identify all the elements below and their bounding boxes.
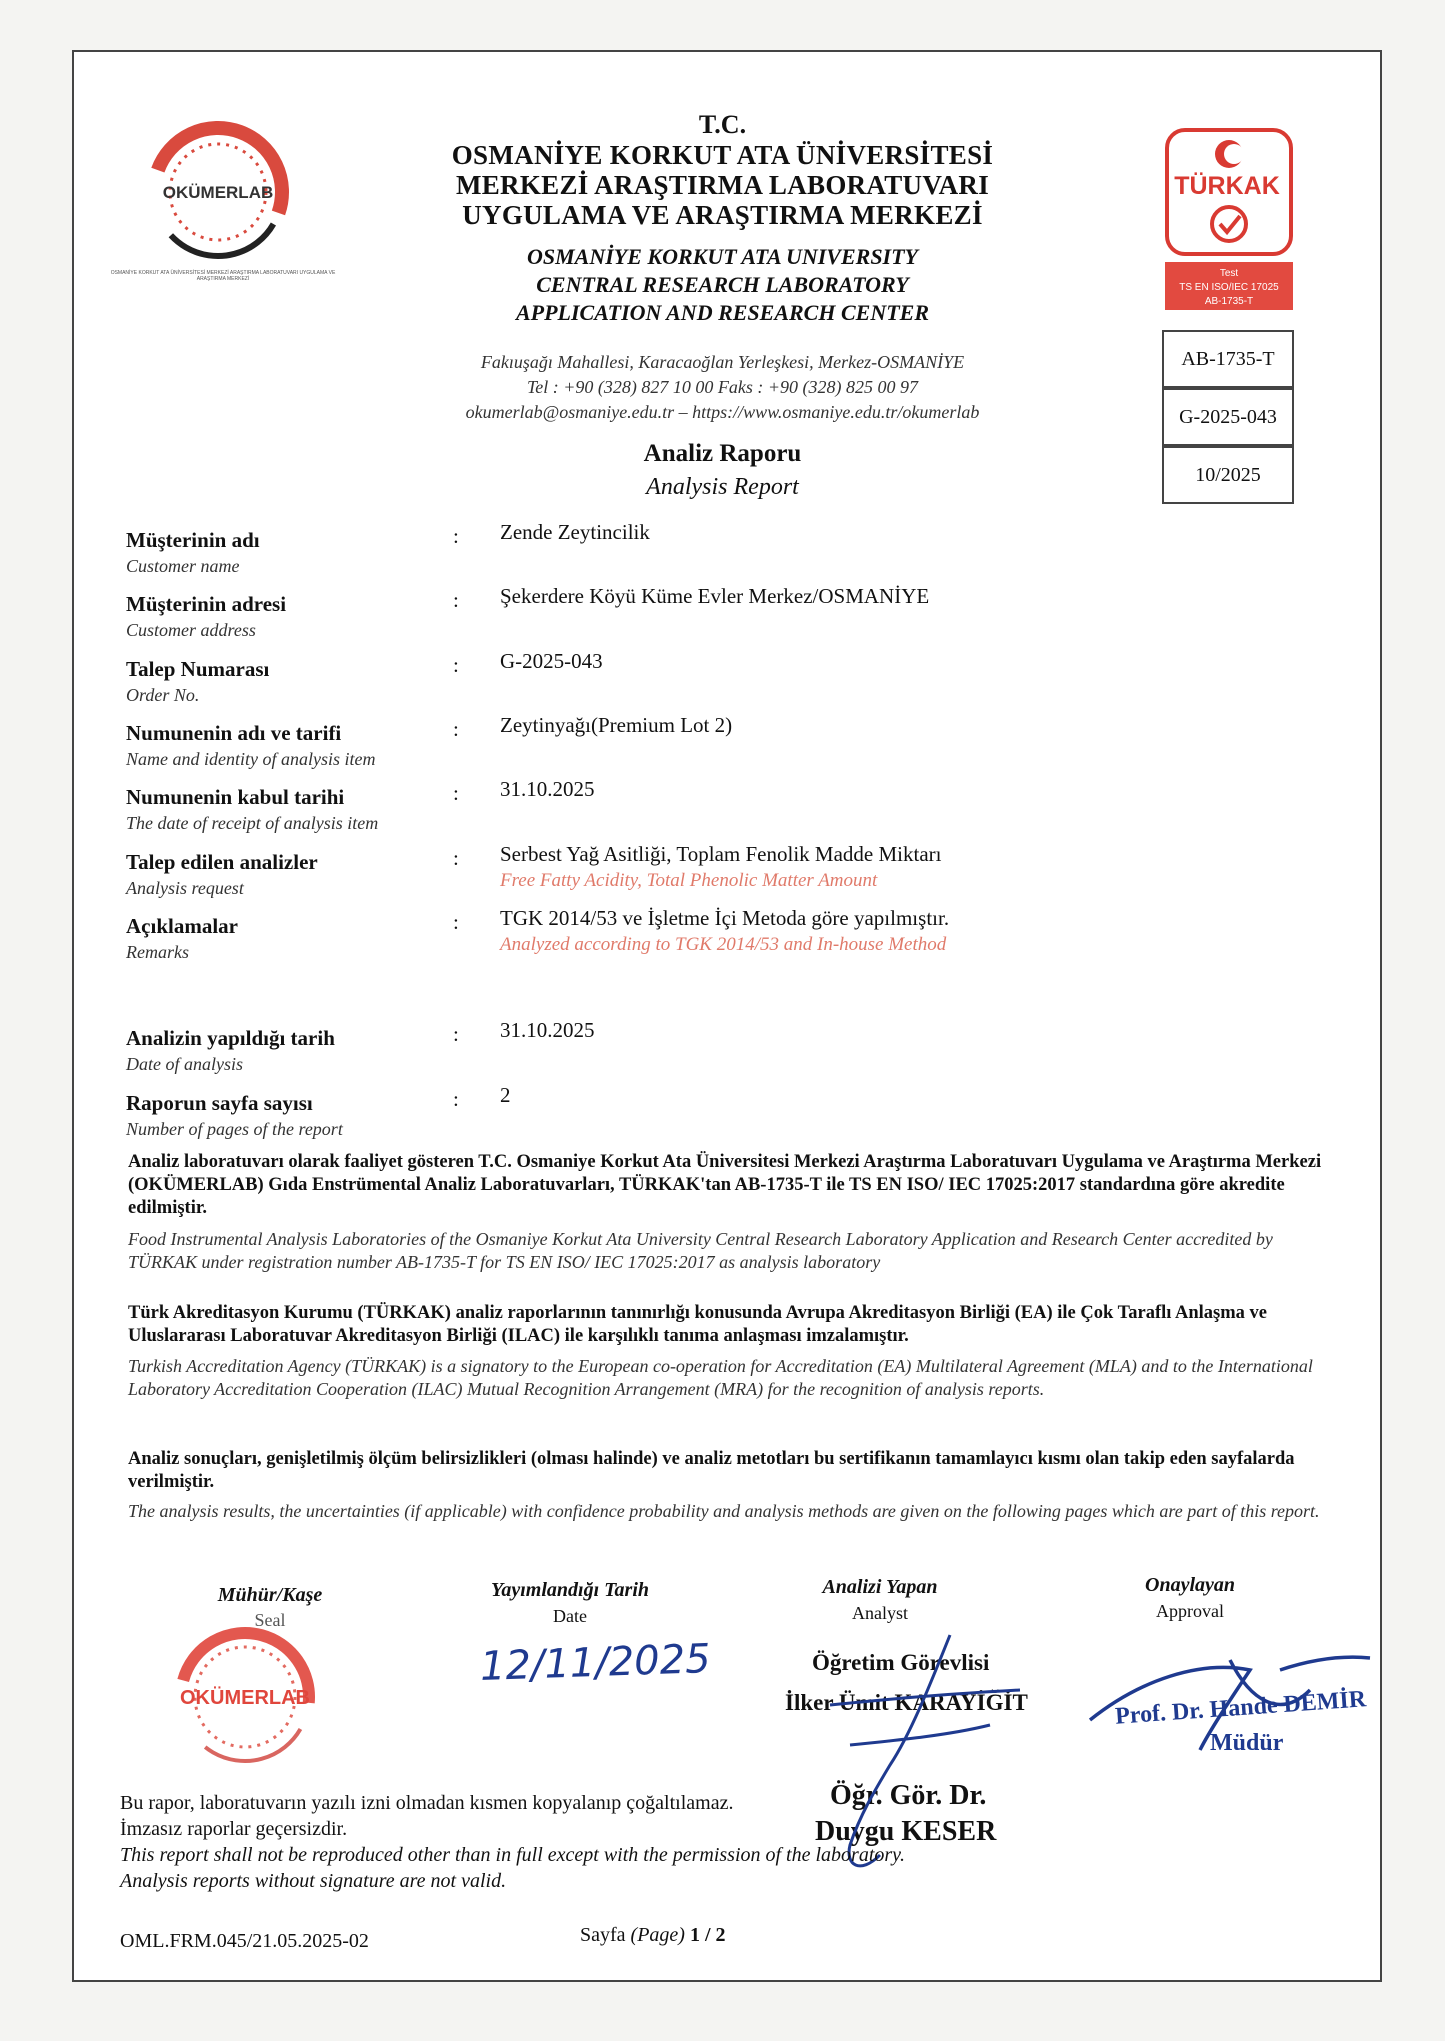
- form-code: OML.FRM.045/21.05.2025-02: [120, 1930, 369, 1952]
- header-en-1: OSMANİYE KORKUT ATA UNIVERSITY: [526, 244, 918, 269]
- approver-role: Müdür: [1210, 1730, 1284, 1756]
- paragraph-results: Analiz sonuçları, genişletilmiş ölçüm belirsizlikleri (olması halinde) ve analiz metotları bu sertifikanın tamamlayıcı kısmı olan takip eden sayfalarda verilmiştir.: [128, 1449, 1295, 1492]
- turkak-logo-icon: [1165, 128, 1293, 310]
- page-number: 1 / 2: [689, 1924, 726, 1946]
- analyst-name-1: İlker Ümit KARAYİĞİT: [785, 1690, 1028, 1715]
- page-indicator: [580, 1924, 726, 1947]
- field-label-en: The date of receipt of analysis item: [126, 813, 379, 833]
- logo-subtitle: OSMANİYE KORKUT ATA ÜNİVERSİTESİ MERKEZİ ARAŞTIRMA LABORATUVARI UYGULAMA VE ARAŞTIRMA MERKEZİ: [110, 270, 336, 282]
- accreditation-code-box: AB-1735-T: [1162, 330, 1294, 388]
- field-label-en: Number of pages of the report: [126, 1119, 343, 1139]
- logo-name: OKÜMERLAB: [162, 183, 274, 202]
- field-colon: :: [453, 781, 459, 805]
- analysis-request-value-en: Free Fatty Acidity, Total Phenolic Matter Amount: [500, 870, 878, 891]
- field-label: Talep Numarası: [126, 657, 270, 681]
- date-heading-en: Date: [553, 1606, 587, 1626]
- approval-heading-en: Approval: [1156, 1601, 1224, 1621]
- paragraph-mla: Türk Akreditasyon Kurumu (TÜRKAK) analiz raporlarının tanınırlığı konusunda Avrupa Akreditasyon Birliği (EA) ile Çok Taraflı Anlaşma ve Uluslararası Laboratuvar Akreditasyon Birliği (ILAC) ile karşılıklı tanıma anlaşması imzalamıştır.: [128, 1303, 1267, 1346]
- analyst-title-2: Öğr. Gör. Dr.: [830, 1780, 987, 1811]
- analyst-name-2: Duygu KESER: [815, 1816, 997, 1847]
- field-colon: :: [453, 910, 459, 934]
- field-colon: :: [453, 1022, 459, 1046]
- turkak-mark: [1165, 128, 1293, 310]
- header-en-2: CENTRAL RESEARCH LABORATORY: [536, 272, 909, 297]
- issue-date-handwritten: 12/11/2025: [479, 1635, 712, 1691]
- field-label-en: Customer address: [126, 620, 256, 640]
- note-signature-en: Analysis reports without signature are not valid.: [120, 1870, 507, 1892]
- analyst-heading: Analizi Yapan: [822, 1576, 938, 1598]
- turkak-standard: TS EN ISO/IEC 17025: [1179, 282, 1279, 293]
- analyst-title-1: Öğretim Görevlisi: [812, 1650, 990, 1675]
- remarks-value: TGK 2014/53 ve İşletme İçi Metoda göre yapılmıştır.: [500, 906, 950, 930]
- field-label: Raporun sayfa sayısı: [126, 1091, 313, 1115]
- paragraph-accreditation-en: Food Instrumental Analysis Laboratories of the Osmaniye Korkut Ata University Central Research Laboratory Application and Research Center accredited by TÜRKAK under registration number AB-1735-T for TS EN ISO/ IEC 17025:2017 as analysis laboratory: [128, 1229, 1273, 1272]
- note-signature-tr: İmzasız raporlar geçersizdir.: [120, 1818, 348, 1840]
- order-no-value: G-2025-043: [500, 649, 603, 673]
- field-label: Müşterinin adresi: [126, 592, 287, 616]
- page-label-en: (Page): [630, 1924, 685, 1946]
- lab-seal-icon: [150, 1625, 350, 1785]
- customer-address-value: Şekerdere Köyü Küme Evler Merkez/OSMANİYE: [500, 584, 930, 608]
- field-label-en: Date of analysis: [126, 1054, 243, 1074]
- field-label-en: Remarks: [126, 942, 189, 962]
- page-count-value: 2: [500, 1083, 511, 1107]
- field-label-en: Analysis request: [126, 878, 244, 898]
- field-label-en: Order No.: [126, 685, 200, 705]
- field-label-en: Customer name: [126, 556, 240, 576]
- analysis-date-value: 31.10.2025: [500, 1018, 595, 1042]
- field-label: Talep edilen analizler: [126, 850, 318, 874]
- paragraph-mla-en: Turkish Accreditation Agency (TÜRKAK) is a signatory to the European co-operation for Accreditation (EA) Multilateral Agreement (MLA) and to the International Laboratory Accreditation Cooperation (ILAC) Mutual Recognition Arrangement (MRA) for the recognition of analysis reports.: [128, 1356, 1313, 1399]
- field-colon: :: [453, 846, 459, 870]
- header-line-2: MERKEZİ ARAŞTIRMA LABORATUVARI: [455, 170, 990, 200]
- analyst-heading-en: Analyst: [852, 1603, 908, 1623]
- customer-name-value: Zende Zeytincilik: [500, 520, 650, 544]
- analysis-request-value: Serbest Yağ Asitliği, Toplam Fenolik Madde Miktarı: [500, 842, 942, 866]
- report-title: Analiz Raporu: [643, 440, 802, 467]
- header-line-1: OSMANİYE KORKUT ATA ÜNİVERSİTESİ: [451, 140, 994, 170]
- seal-heading: Mühür/Kaşe: [217, 1584, 323, 1606]
- note-copy-en: This report shall not be reproduced other than in full except with the permission of the laboratory.: [120, 1844, 905, 1866]
- field-colon: :: [453, 1087, 459, 1111]
- field-colon: :: [453, 653, 459, 677]
- remarks-value-en: Analyzed according to TGK 2014/53 and In-house Method: [500, 934, 947, 955]
- header-line-3: UYGULAMA VE ARAŞTIRMA MERKEZİ: [462, 200, 983, 230]
- date-heading: Yayımlandığı Tarih: [490, 1579, 649, 1601]
- sample-name-value: Zeytinyağı(Premium Lot 2): [500, 713, 733, 737]
- header-tc: T.C.: [698, 110, 747, 139]
- field-label: Müşterinin adı: [126, 528, 260, 552]
- paragraph-accreditation: Analiz laboratuvarı olarak faaliyet gösteren T.C. Osmaniye Korkut Ata Üniversitesi Merkezi Araştırma Laboratuvarı Uygulama ve Araştırma Merkezi (OKÜMERLAB) Gıda Enstrümental Analiz Laboratuvarları, TÜRKAK'tan AB-1735-T ile TS EN ISO/ IEC 17025:2017 standardına göre akredite edilmiştir.: [128, 1152, 1322, 1218]
- note-copy-tr: Bu rapor, laboratuvarın yazılı izni olmadan kısmen kopyalanıp çoğaltılamaz.: [120, 1792, 734, 1814]
- header-phone: Tel : +90 (328) 827 10 00 Faks : +90 (328) 825 00 97: [526, 377, 919, 397]
- seal-logo-name: OKÜMERLAB: [180, 1687, 310, 1709]
- header-web: okumerlab@osmaniye.edu.tr – https://www.osmaniye.edu.tr/okumerlab: [465, 402, 980, 422]
- field-label: Analizin yapıldığı tarih: [126, 1026, 335, 1050]
- field-colon: :: [453, 717, 459, 741]
- approval-heading: Onaylayan: [1145, 1574, 1235, 1596]
- turkak-brand: TÜRKAK: [1174, 172, 1280, 200]
- field-label: Numunenin adı ve tarifi: [126, 721, 342, 745]
- turkak-test: Test: [1219, 268, 1239, 279]
- approver-name: Prof. Dr. Hande DEMİR: [1114, 1686, 1367, 1730]
- header-en-3: APPLICATION AND RESEARCH CENTER: [515, 300, 929, 325]
- header-address: Fakıuşağı Mahallesi, Karacaoğlan Yerleşkesi, Merkez-OSMANİYE: [480, 352, 965, 372]
- turkak-number: AB-1735-T: [1204, 296, 1254, 307]
- receipt-date-value: 31.10.2025: [500, 777, 595, 801]
- date-code-box: 10/2025: [1162, 446, 1294, 504]
- field-label: Açıklamalar: [126, 914, 238, 938]
- order-code-box: G-2025-043: [1162, 388, 1294, 446]
- field-colon: :: [453, 524, 459, 548]
- field-label-en: Name and identity of analysis item: [126, 749, 376, 769]
- field-colon: :: [453, 588, 459, 612]
- lab-seal: [150, 1625, 350, 1785]
- seal-heading-en: Seal: [254, 1610, 286, 1630]
- paragraph-results-en: The analysis results, the uncertainties (if applicable) with confidence probability and analysis methods are given on the following pages which are part of this report.: [128, 1501, 1320, 1521]
- report-title-en: Analysis Report: [646, 474, 799, 500]
- field-label: Numunenin kabul tarihi: [126, 785, 345, 809]
- page-label: Sayfa: [580, 1924, 626, 1946]
